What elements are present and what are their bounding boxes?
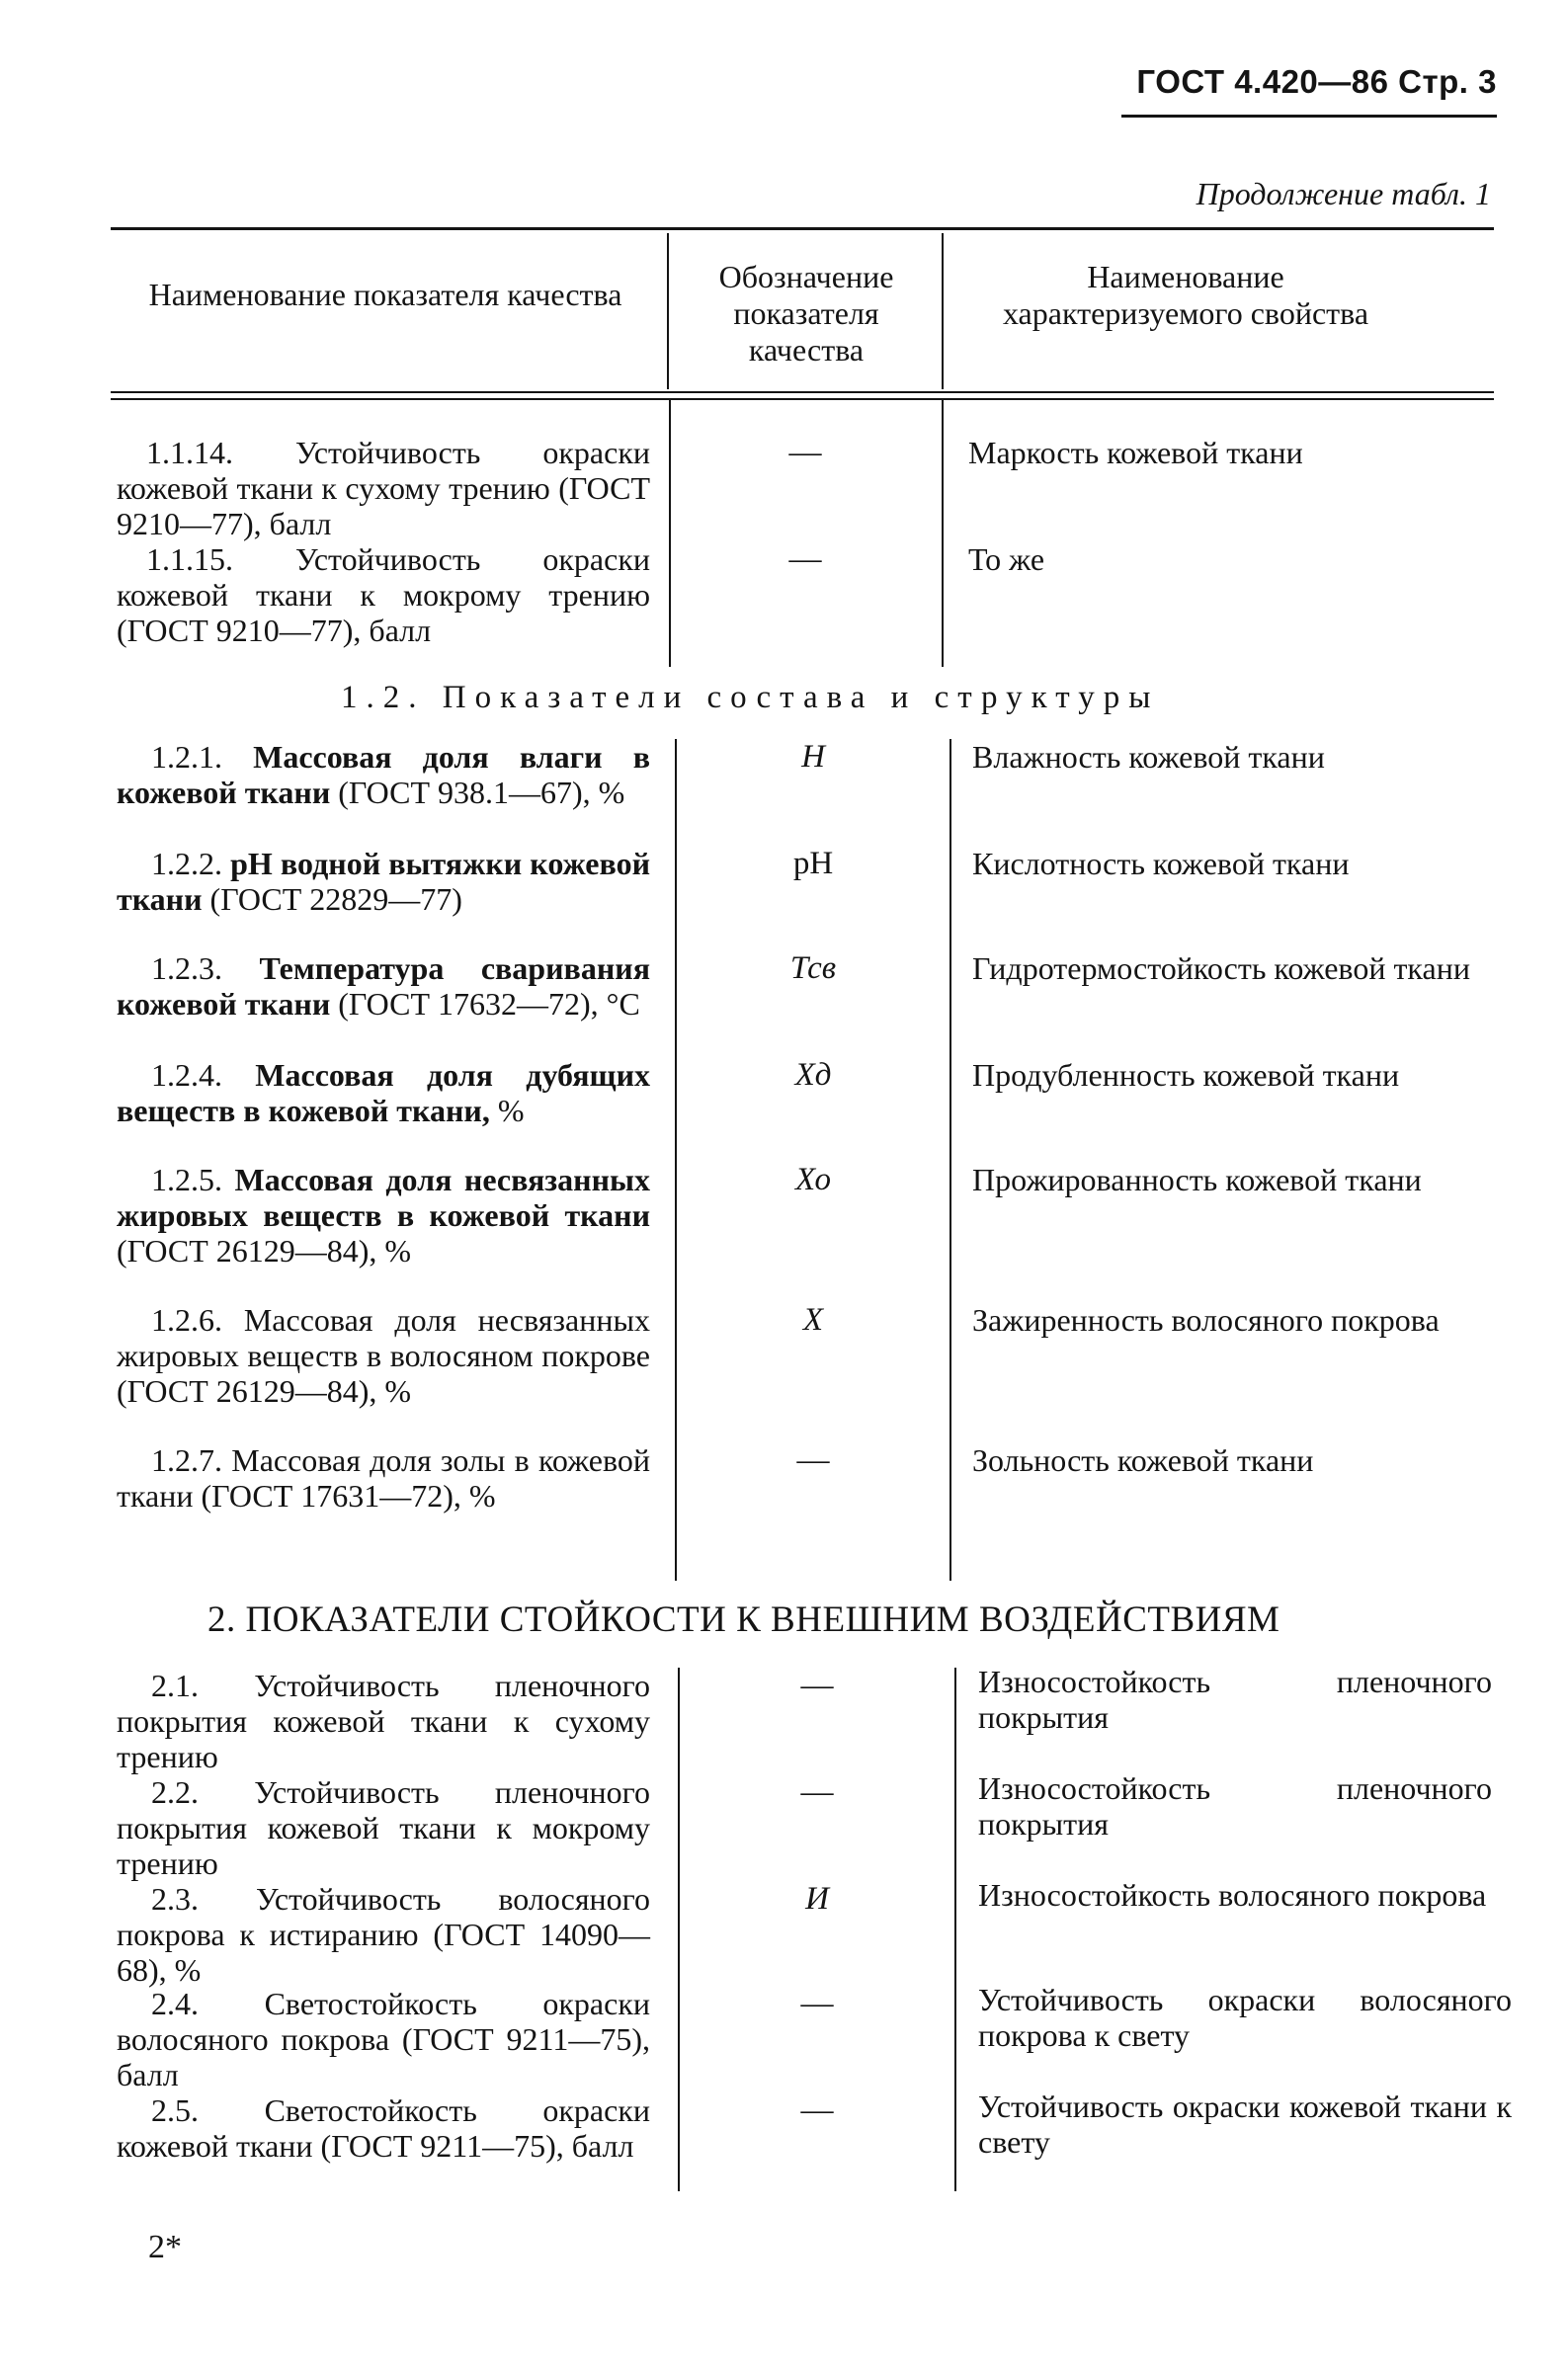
row-number: 1.2.1. <box>151 739 222 775</box>
row-code-2-2: — <box>800 1774 834 1810</box>
row-code-2-3: И <box>805 1881 829 1917</box>
running-head: ГОСТ 4.420—86 Стр. 3 <box>1136 63 1497 100</box>
row-number: 1.2.3. <box>151 950 222 986</box>
subsection-title: 1.2. Показатели состава и структуры <box>341 680 1160 715</box>
page-signature-mark: 2* <box>148 2229 182 2265</box>
row-code-2-4: — <box>800 1986 834 2021</box>
header-col-code: Обозначение показателя качества <box>718 259 894 368</box>
col-rule-1-mid <box>675 739 677 1581</box>
row-name-2-5 <box>117 2092 650 2164</box>
header-divider-1 <box>667 233 669 389</box>
row-code-2-1: — <box>800 1668 834 1703</box>
row-name-2-4 <box>117 1986 650 2092</box>
row-name-2-1 <box>117 1668 650 1774</box>
row-property-1-2-2: Кислотность кожевой ткани <box>972 846 1350 881</box>
row-suffix: (ГОСТ 26129—84), % <box>117 1233 412 1269</box>
header-col-property: Наименование характеризуемого свойства <box>1002 259 1369 331</box>
row-property-2-5: Устойчивость окраски кожевой ткани к свету <box>978 2089 1512 2160</box>
row-property-2-4: Устойчивость окраски волосяного покрова к свету <box>978 1982 1512 2053</box>
row-property-1-2-7: Зольность кожевой ткани <box>972 1442 1314 1478</box>
row-number: 1.2.5. <box>151 1162 222 1197</box>
row-name-1-1-15 <box>117 541 650 648</box>
header-col-name: Наименование показателя качества <box>148 277 622 312</box>
row-name-1-2-5 <box>117 1162 650 1269</box>
row-name-1-2-1 <box>117 739 650 810</box>
row-text: Массовая доля влаги в кожевой ткани <box>117 739 650 810</box>
row-code-1-2-1: Н <box>801 739 825 775</box>
section-title: 2. ПОКАЗАТЕЛИ СТОЙКОСТИ К ВНЕШНИМ ВОЗДЕЙСТВИЯМ <box>207 1599 1280 1640</box>
row-text: Устойчивость волосяного покрова к истиранию (ГОСТ 14090—68), % <box>117 1881 650 1988</box>
row-property-1-1-14: Маркость кожевой ткани <box>968 435 1303 470</box>
row-name-2-3 <box>117 1881 650 1988</box>
header-bottom-rule-2 <box>111 398 1494 400</box>
row-code-1-1-15: — <box>788 541 822 577</box>
row-name-1-2-2 <box>117 846 650 917</box>
row-number: 1.1.15. <box>146 541 233 577</box>
row-property-1-2-5: Прожированность кожевой ткани <box>972 1162 1422 1197</box>
row-property-2-2: Износостойкость пленочного покрытия <box>978 1770 1492 1842</box>
row-property-1-2-1: Влажность кожевой ткани <box>972 739 1325 775</box>
row-text: Устойчивость пленочного покрытия кожевой ткани к мокрому трению <box>117 1774 650 1881</box>
row-suffix: (ГОСТ 17632—72), °С <box>330 986 640 1022</box>
col-rule-1-top <box>669 400 671 667</box>
table-continuation-label: Продолжение табл. 1 <box>1196 176 1491 211</box>
row-code-1-2-4: Хд <box>794 1057 832 1093</box>
header-bottom-rule <box>111 391 1494 393</box>
row-suffix: % <box>489 1093 525 1128</box>
row-number: 2.4. <box>151 1986 199 2021</box>
row-text: Светостойкость окраски волосяного покрова (ГОСТ 9211—75), балл <box>117 1986 650 2092</box>
row-property-1-1-15: То же <box>968 541 1045 577</box>
row-number: 1.1.14. <box>146 435 233 470</box>
row-suffix: (ГОСТ 22829—77) <box>202 881 462 917</box>
header-divider-2 <box>942 233 944 389</box>
row-number: 1.2.7. <box>151 1442 222 1478</box>
col-rule-1-bottom <box>678 1668 680 2191</box>
row-name-1-2-7 <box>117 1442 650 1514</box>
row-number: 1.2.6. <box>151 1302 222 1338</box>
row-text: рН водной вытяжки кожевой ткани <box>117 846 651 917</box>
row-number: 1.2.2. <box>151 846 222 881</box>
row-code-1-2-5: Хо <box>795 1162 831 1197</box>
row-text: Светостойкость окраски кожевой ткани (ГОСТ 9211—75), балл <box>117 2092 650 2164</box>
row-number: 2.2. <box>151 1774 199 1810</box>
row-text: Устойчивость окраски кожевой ткани к мокрому трению (ГОСТ 9210—77), балл <box>117 541 651 648</box>
row-number: 1.2.4. <box>151 1057 222 1093</box>
row-number: 2.3. <box>151 1881 199 1917</box>
row-property-1-2-3: Гидротермостойкость кожевой ткани <box>972 950 1470 986</box>
row-text: Устойчивость окраски кожевой ткани к сухому трению (ГОСТ 9210—77), балл <box>117 435 651 541</box>
row-name-1-2-4 <box>117 1057 650 1128</box>
col-rule-2-bottom <box>954 1668 956 2191</box>
col-rule-2-top <box>942 400 944 667</box>
row-suffix: (ГОСТ 938.1—67), % <box>330 775 625 810</box>
row-name-1-2-6 <box>117 1302 650 1409</box>
running-head-rule <box>1121 115 1497 118</box>
row-text: Массовая доля золы в кожевой ткани (ГОСТ 17631—72), % <box>117 1442 651 1514</box>
row-code-2-5: — <box>800 2092 834 2128</box>
row-text: Устойчивость пленочного покрытия кожевой ткани к сухому трению <box>117 1668 650 1774</box>
row-text: Массовая доля несвязанных жировых веществ в волосяном покрове (ГОСТ 26129—84), % <box>117 1302 651 1409</box>
col-rule-2-mid <box>949 739 951 1581</box>
row-name-2-2 <box>117 1774 650 1881</box>
row-property-2-1: Износостойкость пленочного покрытия <box>978 1664 1492 1735</box>
row-text: Массовая доля несвязанных жировых веществ в кожевой ткани <box>117 1162 651 1233</box>
row-name-1-1-14 <box>117 435 650 541</box>
row-code-1-2-3: Тсв <box>789 950 837 986</box>
table-top-rule <box>111 227 1494 230</box>
row-property-2-3: Износостойкость волосяного покрова <box>978 1877 1487 1913</box>
row-property-1-2-4: Продубленность кожевой ткани <box>972 1057 1400 1093</box>
row-code-1-2-7: — <box>796 1442 830 1478</box>
row-code-1-1-14: — <box>788 435 822 470</box>
row-number: 2.5. <box>151 2092 199 2128</box>
row-text: Массовая доля дубящих веществ в кожевой ткани, <box>117 1057 651 1128</box>
row-name-1-2-3 <box>117 950 650 1022</box>
row-property-1-2-6: Зажиренность волосяного покрова <box>972 1302 1440 1338</box>
row-code-1-2-6: Х <box>802 1302 824 1338</box>
row-code-1-2-2: рН <box>792 846 834 881</box>
row-number: 2.1. <box>151 1668 199 1703</box>
row-text: Температура сваривания кожевой ткани <box>117 950 651 1022</box>
